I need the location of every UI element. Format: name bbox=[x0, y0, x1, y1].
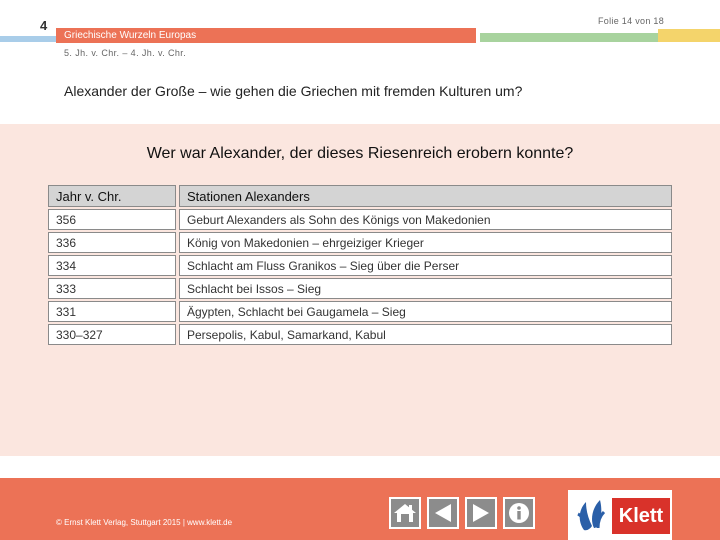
cell-station: Schlacht bei Issos – Sieg bbox=[179, 278, 672, 299]
cell-station: Schlacht am Fluss Granikos – Sieg über die Perser bbox=[179, 255, 672, 276]
slide-counter: Folie 14 von 18 bbox=[598, 16, 665, 26]
period-label: 5. Jh. v. Chr. – 4. Jh. v. Chr. bbox=[64, 48, 187, 58]
section-title: Griechische Wurzeln Europas bbox=[64, 30, 197, 41]
header-year: Jahr v. Chr. bbox=[48, 185, 176, 207]
header-stations: Stationen Alexanders bbox=[179, 185, 672, 207]
table-row bbox=[48, 301, 672, 322]
cell-year: 334 bbox=[48, 255, 176, 276]
table-row bbox=[48, 255, 672, 276]
table-row bbox=[48, 278, 672, 299]
header-band-yellow bbox=[658, 29, 720, 42]
arrow-right-icon bbox=[471, 502, 491, 524]
main-question: Wer war Alexander, der dieses Riesenreich erobern konnte? bbox=[146, 145, 574, 162]
arrow-left-icon bbox=[433, 502, 453, 524]
cell-station: Ägypten, Schlacht bei Gaugamela – Sieg bbox=[179, 301, 672, 322]
info-button[interactable] bbox=[503, 497, 535, 529]
home-icon bbox=[393, 502, 417, 524]
klett-wordmark: Klett bbox=[612, 498, 670, 534]
klett-logo bbox=[568, 490, 672, 540]
cell-year: 333 bbox=[48, 278, 176, 299]
table-header-row bbox=[48, 185, 672, 207]
copyright: © Ernst Klett Verlag, Stuttgart 2015 | www.klett.de bbox=[56, 518, 233, 527]
klett-mark-icon bbox=[574, 496, 610, 534]
chapter-number: 4 bbox=[40, 18, 48, 33]
header-band-blue bbox=[0, 36, 56, 42]
header-band-green bbox=[480, 33, 658, 42]
cell-station: Persepolis, Kabul, Samarkand, Kabul bbox=[179, 324, 672, 345]
previous-slide-button[interactable] bbox=[427, 497, 459, 529]
timeline-table bbox=[48, 183, 672, 347]
cell-year: 331 bbox=[48, 301, 176, 322]
next-slide-button[interactable] bbox=[465, 497, 497, 529]
info-icon bbox=[508, 502, 530, 524]
home-button[interactable] bbox=[389, 497, 421, 529]
cell-station: König von Makedonien – ehrgeiziger Krieger bbox=[179, 232, 672, 253]
lesson-title: Alexander der Große – wie gehen die Griechen mit fremden Kulturen um? bbox=[64, 83, 523, 99]
cell-station: Geburt Alexanders als Sohn des Königs von Makedonien bbox=[179, 209, 672, 230]
table-row bbox=[48, 232, 672, 253]
table-row bbox=[48, 324, 672, 345]
table-row bbox=[48, 209, 672, 230]
cell-year: 330–327 bbox=[48, 324, 176, 345]
cell-year: 356 bbox=[48, 209, 176, 230]
cell-year: 336 bbox=[48, 232, 176, 253]
